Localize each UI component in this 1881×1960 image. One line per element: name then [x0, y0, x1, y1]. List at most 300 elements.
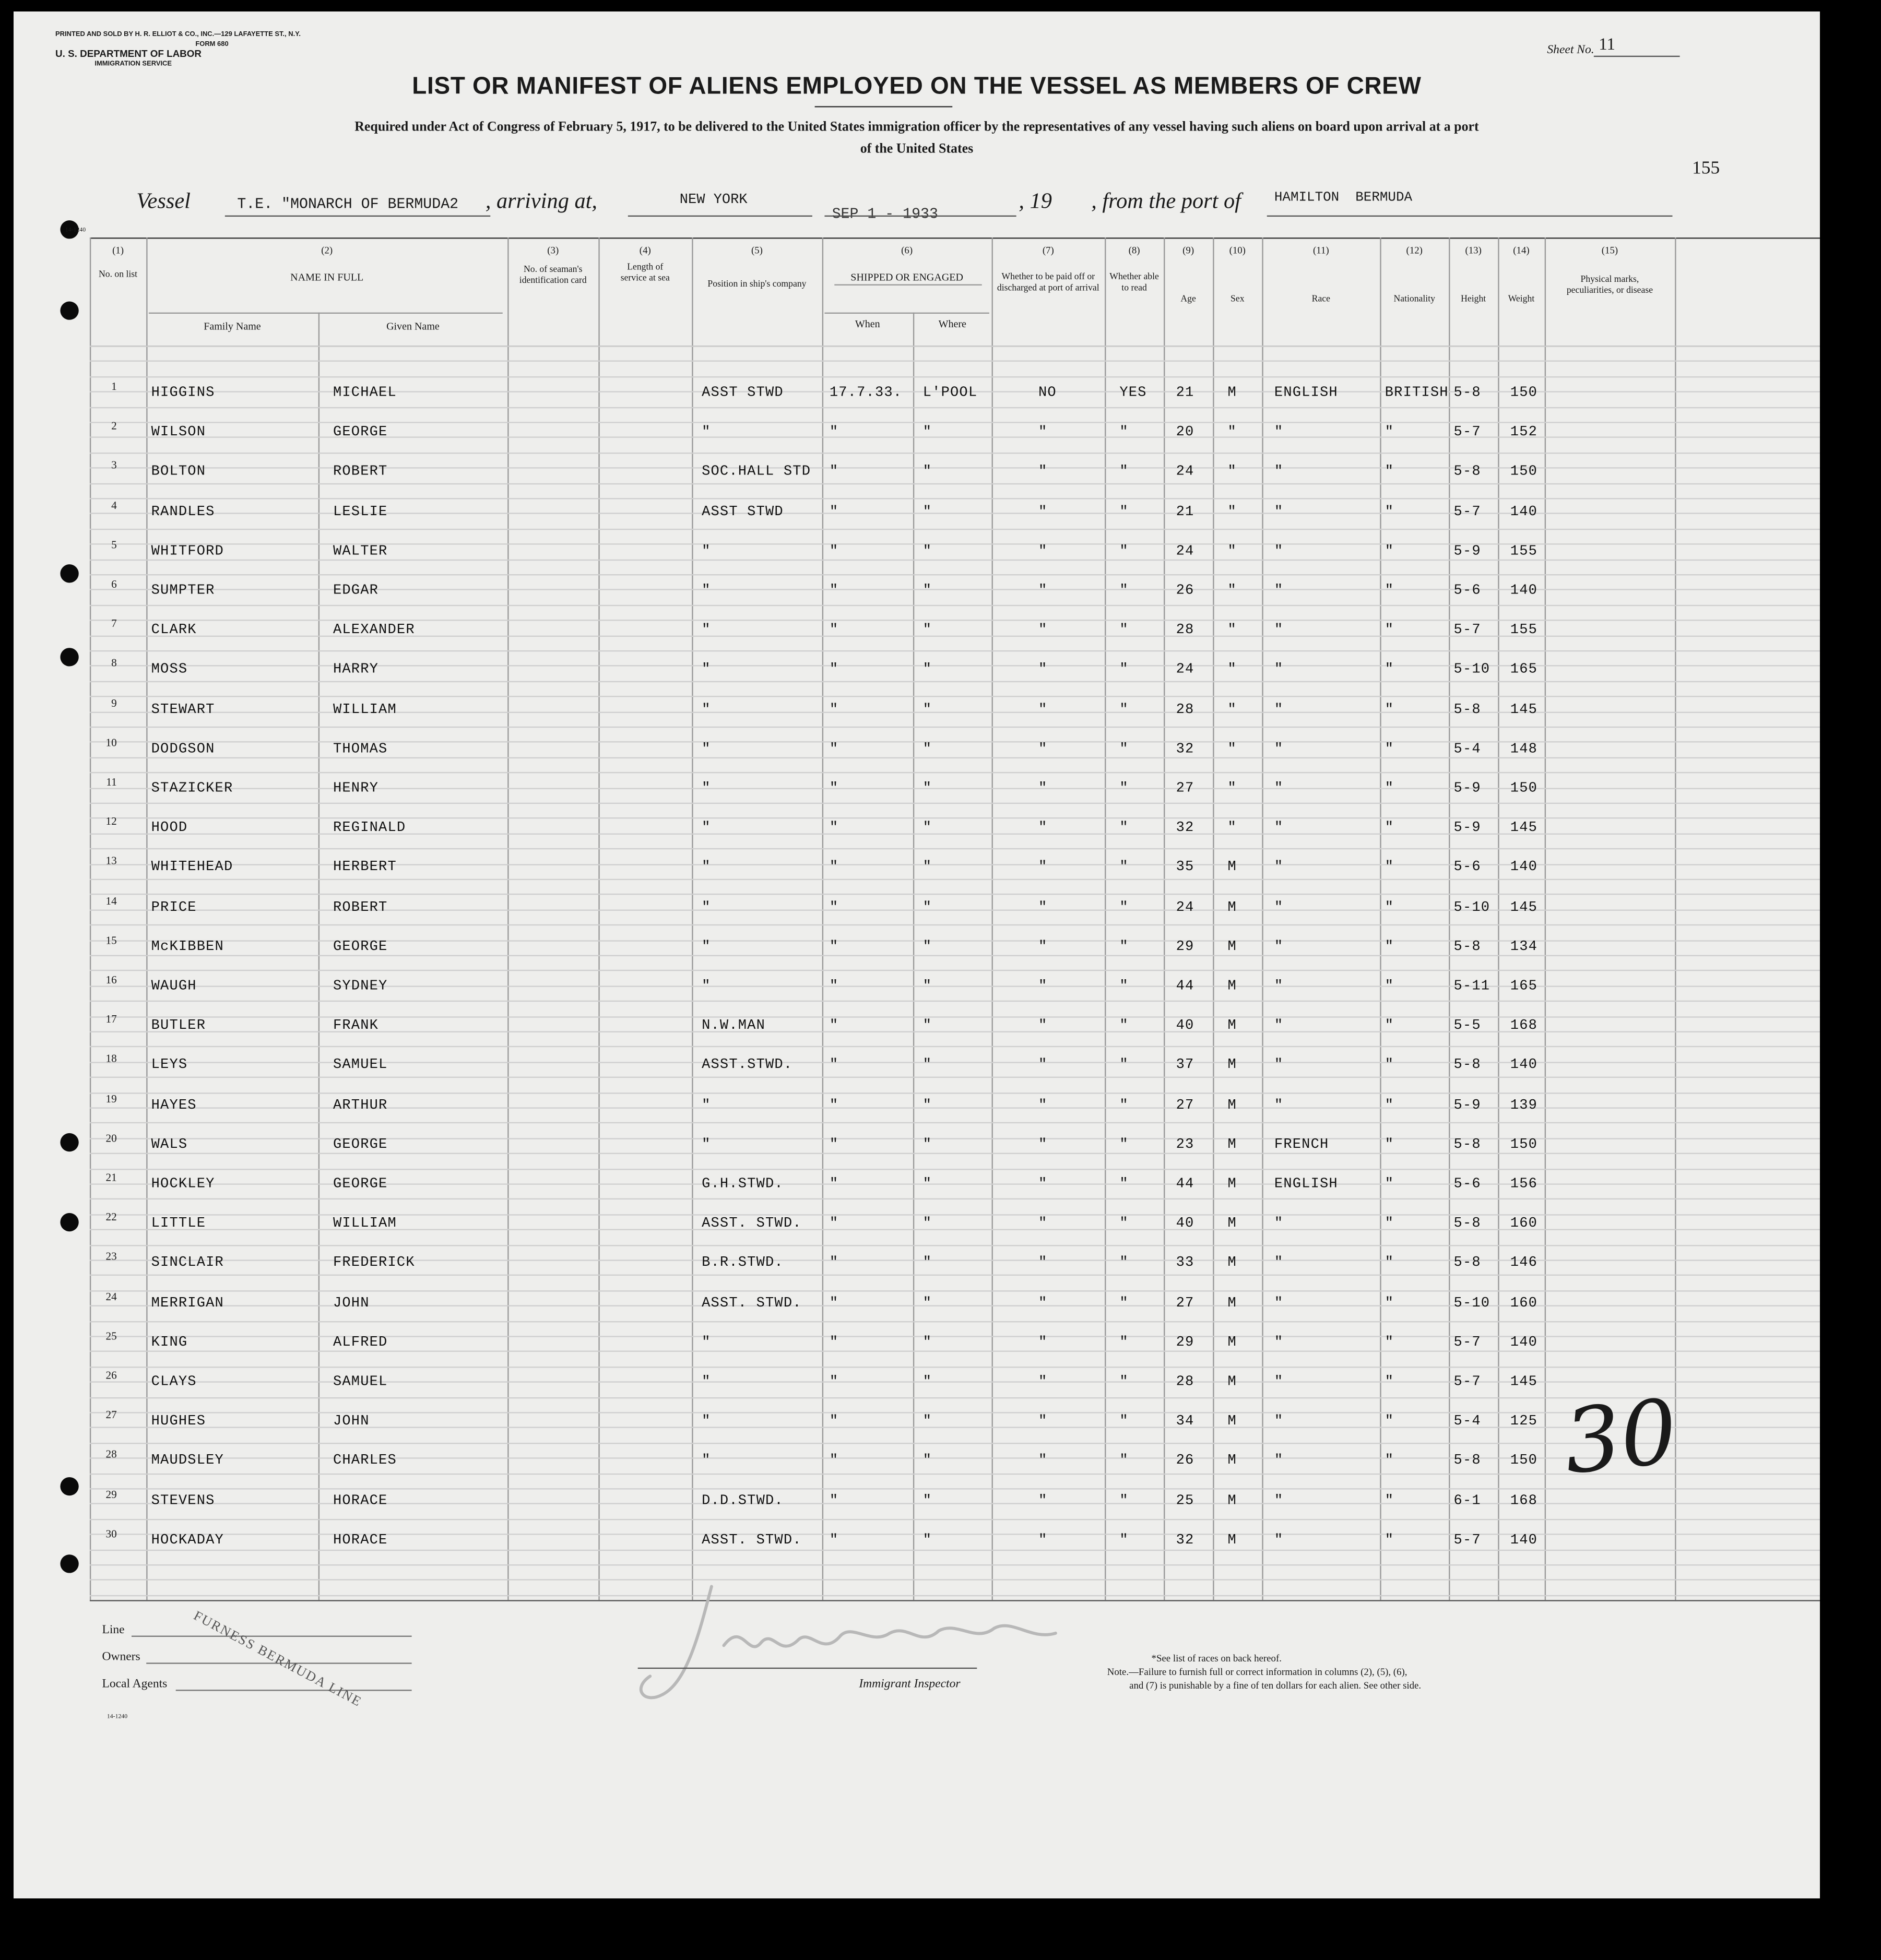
- position-cell: ": [702, 622, 711, 638]
- sex-cell: M: [1227, 939, 1237, 955]
- shipped-when-cell: 17.7.33.: [829, 385, 903, 401]
- race-cell: ": [1274, 1057, 1284, 1074]
- paid-off-cell: ": [1038, 939, 1048, 955]
- family-name-cell: HUGHES: [151, 1413, 206, 1430]
- race-cell: ": [1274, 1532, 1284, 1549]
- row-number: 23: [105, 1250, 117, 1263]
- family-name-cell: WHITFORD: [151, 543, 224, 560]
- shipped-when-cell: ": [829, 1057, 839, 1074]
- given-name-cell: FREDERICK: [333, 1255, 415, 1272]
- fine-note-cont: and (7) is punishable by a fine of ten dollars for each alien. See other side.: [1129, 1680, 1422, 1691]
- ruled-line: [90, 803, 1820, 804]
- paid-off-cell: ": [1038, 1334, 1048, 1351]
- printer-line: PRINTED AND SOLD BY H. R. ELLIOT & CO., INC.—129 LAFAYETTE ST., N.Y.: [55, 31, 301, 39]
- given-name-cell: THOMAS: [333, 741, 388, 757]
- able-to-read-cell: ": [1119, 820, 1129, 836]
- nationality-cell: ": [1385, 820, 1394, 836]
- age-cell: 27: [1176, 780, 1194, 797]
- position-cell: ASST.STWD.: [702, 1057, 793, 1074]
- given-name-cell: ROBERT: [333, 899, 388, 916]
- position-cell: ASST STWD: [702, 385, 784, 401]
- age-cell: 26: [1176, 1453, 1194, 1469]
- height-cell: 5-8: [1453, 1453, 1481, 1469]
- punch-hole: [60, 564, 78, 583]
- age-cell: 29: [1176, 939, 1194, 955]
- shipped-when-cell: ": [829, 1294, 839, 1311]
- punch-hole: [60, 1213, 78, 1231]
- col-head-race: Race: [1311, 292, 1330, 304]
- ruled-line: [90, 1244, 1820, 1245]
- given-name-cell: LESLIE: [333, 503, 388, 520]
- height-cell: 5-7: [1453, 622, 1481, 638]
- service-label: IMMIGRATION SERVICE: [94, 61, 172, 68]
- paid-off-cell: ": [1038, 543, 1048, 560]
- nationality-cell: ": [1385, 1492, 1394, 1509]
- age-cell: 26: [1176, 583, 1194, 599]
- sex-cell: M: [1227, 1334, 1237, 1351]
- nationality-cell: ": [1385, 1057, 1394, 1074]
- row-number: 18: [105, 1052, 117, 1065]
- family-name-cell: WILSON: [151, 424, 206, 441]
- given-name-cell: HORACE: [333, 1532, 388, 1549]
- position-cell: ": [702, 780, 711, 797]
- weight-cell: 165: [1510, 662, 1538, 678]
- weight-cell: 145: [1510, 899, 1538, 916]
- position-cell: ": [702, 543, 711, 560]
- row-number: 15: [105, 934, 117, 946]
- col-head-paid-off: Whether to be paid off or discharged at port of arrival: [997, 270, 1099, 292]
- shipped-where-cell: ": [922, 1374, 932, 1390]
- age-cell: 27: [1176, 1294, 1194, 1311]
- row-number: 21: [105, 1171, 117, 1184]
- able-to-read-cell: ": [1119, 939, 1129, 955]
- col-num-8: (8): [1128, 245, 1140, 256]
- able-to-read-cell: ": [1119, 1492, 1129, 1509]
- sex-cell: ": [1227, 424, 1237, 441]
- punch-hole: [60, 1554, 78, 1573]
- race-cell: ": [1274, 859, 1284, 876]
- row-number: 22: [105, 1210, 117, 1223]
- shipped-when-cell: ": [829, 1413, 839, 1430]
- shipped-when-cell: ": [829, 1334, 839, 1351]
- weight-cell: 140: [1510, 503, 1538, 520]
- paid-off-cell: ": [1038, 1374, 1048, 1390]
- height-cell: 5-7: [1453, 1374, 1481, 1390]
- shipped-when-cell: ": [829, 583, 839, 599]
- race-cell: ": [1274, 701, 1284, 718]
- ruled-line: [90, 1092, 1820, 1093]
- nationality-cell: ": [1385, 859, 1394, 876]
- ruled-line: [90, 346, 1820, 347]
- nationality-cell: ": [1385, 1136, 1394, 1153]
- ruled-line: [90, 924, 1820, 925]
- fine-note: Note.—Failure to furnish full or correct information in columns (2), (5), (6),: [1107, 1666, 1407, 1678]
- sex-cell: ": [1227, 583, 1237, 599]
- ruled-line: [90, 1275, 1820, 1276]
- ruled-line: [90, 970, 1820, 971]
- age-cell: 27: [1176, 1097, 1194, 1113]
- race-cell: ": [1274, 1216, 1284, 1232]
- sheet-number: 11: [1599, 36, 1616, 55]
- row-number: 17: [105, 1013, 117, 1026]
- weight-cell: 150: [1510, 1136, 1538, 1153]
- height-cell: 5-8: [1453, 701, 1481, 718]
- ruled-line: [90, 1321, 1820, 1322]
- race-cell: ": [1274, 1374, 1284, 1390]
- position-cell: ": [702, 1374, 711, 1390]
- position-cell: B.R.STWD.: [702, 1255, 784, 1272]
- shipped-where-cell: ": [922, 899, 932, 916]
- able-to-read-cell: ": [1119, 1097, 1129, 1113]
- age-cell: 29: [1176, 1334, 1194, 1351]
- height-cell: 5-8: [1453, 464, 1481, 480]
- weight-cell: 145: [1510, 1374, 1538, 1390]
- shipped-where-cell: ": [922, 464, 932, 480]
- col-head-sex: Sex: [1231, 292, 1245, 304]
- race-cell: FRENCH: [1274, 1136, 1329, 1153]
- race-cell: ": [1274, 899, 1284, 916]
- family-name-cell: HOCKLEY: [151, 1176, 215, 1192]
- ruled-line: [90, 955, 1820, 956]
- shipped-when-cell: ": [829, 1216, 839, 1232]
- weight-cell: 125: [1510, 1413, 1538, 1430]
- nationality-cell: ": [1385, 741, 1394, 757]
- able-to-read-cell: ": [1119, 741, 1129, 757]
- weight-cell: 156: [1510, 1176, 1538, 1192]
- age-cell: 44: [1176, 1176, 1194, 1192]
- row-number: 4: [111, 498, 117, 511]
- shipped-when-cell: ": [829, 464, 839, 480]
- row-number: 12: [105, 815, 117, 828]
- weight-cell: 165: [1510, 978, 1538, 994]
- from-port: HAMILTON BERMUDA: [1274, 191, 1413, 206]
- row-number: 30: [105, 1527, 117, 1540]
- given-name-cell: WILLIAM: [333, 1216, 397, 1232]
- height-cell: 5-8: [1453, 1136, 1481, 1153]
- height-cell: 5-9: [1453, 820, 1481, 836]
- shipped-when-cell: ": [829, 1136, 839, 1153]
- ruled-line: [90, 1473, 1820, 1474]
- ruled-line: [90, 1016, 1820, 1017]
- nationality-cell: ": [1385, 899, 1394, 916]
- ruled-line: [90, 1488, 1820, 1489]
- shipped-when-cell: ": [829, 899, 839, 916]
- height-cell: 5-8: [1453, 385, 1481, 401]
- sex-cell: ": [1227, 820, 1237, 836]
- ruled-line: [90, 894, 1820, 895]
- col-head-position: Position in ship's company: [707, 278, 807, 289]
- able-to-read-cell: ": [1119, 424, 1129, 441]
- ruled-line: [90, 650, 1820, 651]
- weight-cell: 168: [1510, 1492, 1538, 1509]
- row-number: 20: [105, 1132, 117, 1144]
- position-cell: ": [702, 701, 711, 718]
- height-cell: 5-5: [1453, 1018, 1481, 1034]
- sex-cell: M: [1227, 899, 1237, 916]
- document-subtitle-cont: of the United States: [860, 141, 974, 157]
- paid-off-cell: ": [1038, 1176, 1048, 1192]
- given-name-cell: WILLIAM: [333, 701, 397, 718]
- sex-cell: M: [1227, 1018, 1237, 1034]
- ruled-line: [90, 681, 1820, 682]
- ruled-line: [90, 848, 1820, 849]
- row-number: 24: [105, 1290, 117, 1302]
- paid-off-cell: ": [1038, 701, 1048, 718]
- height-cell: 5-8: [1453, 1255, 1481, 1272]
- col-num-13: (13): [1465, 245, 1482, 256]
- able-to-read-cell: ": [1119, 1374, 1129, 1390]
- given-name-cell: GEORGE: [333, 1136, 388, 1153]
- shipped-when-cell: ": [829, 1453, 839, 1469]
- col-num-4: (4): [639, 245, 651, 256]
- owners-label: Owners: [102, 1650, 140, 1664]
- shipped-when-cell: ": [829, 939, 839, 955]
- shipped-when-cell: ": [829, 978, 839, 994]
- shipped-where-cell: ": [922, 1097, 932, 1113]
- row-number: 13: [105, 854, 117, 868]
- shipped-where-cell: ": [922, 1453, 932, 1469]
- nationality-cell: ": [1385, 464, 1394, 480]
- given-name-cell: GEORGE: [333, 939, 388, 955]
- ruled-line: [90, 879, 1820, 880]
- weight-cell: 140: [1510, 583, 1538, 599]
- ruled-line: [90, 772, 1820, 773]
- ruled-line: [90, 1077, 1820, 1078]
- weight-cell: 146: [1510, 1255, 1538, 1272]
- paid-off-cell: ": [1038, 1216, 1048, 1232]
- paid-off-cell: ": [1038, 662, 1048, 678]
- sex-cell: ": [1227, 622, 1237, 638]
- able-to-read-cell: ": [1119, 1136, 1129, 1153]
- family-name-cell: PRICE: [151, 899, 197, 916]
- age-cell: 24: [1176, 543, 1194, 560]
- age-cell: 37: [1176, 1057, 1194, 1074]
- paid-off-cell: ": [1038, 583, 1048, 599]
- weight-cell: 160: [1510, 1216, 1538, 1232]
- family-name-cell: CLAYS: [151, 1374, 197, 1390]
- given-name-cell: HENRY: [333, 780, 379, 797]
- col-num-14: (14): [1513, 245, 1530, 256]
- ruled-line: [90, 1564, 1820, 1565]
- sex-cell: M: [1227, 1294, 1237, 1311]
- from-port-label: , from the port of: [1091, 188, 1241, 213]
- ruled-line: [90, 1123, 1820, 1124]
- department-label: U. S. DEPARTMENT OF LABOR: [55, 48, 202, 60]
- height-cell: 5-10: [1453, 1294, 1490, 1311]
- family-name-cell: RANDLES: [151, 503, 215, 520]
- age-cell: 21: [1176, 503, 1194, 520]
- family-name-cell: WALS: [151, 1136, 188, 1153]
- given-name-cell: FRANK: [333, 1018, 379, 1034]
- weight-cell: 160: [1510, 1294, 1538, 1311]
- age-cell: 32: [1176, 1532, 1194, 1549]
- given-name-cell: ALFRED: [333, 1334, 388, 1351]
- paid-off-cell: ": [1038, 741, 1048, 757]
- shipped-when-cell: ": [829, 424, 839, 441]
- given-name-cell: SAMUEL: [333, 1057, 388, 1074]
- given-name-cell: SYDNEY: [333, 978, 388, 994]
- sex-cell: ": [1227, 543, 1237, 560]
- weight-cell: 148: [1510, 741, 1538, 757]
- year-label: , 19: [1019, 188, 1052, 213]
- ruled-line: [90, 407, 1820, 408]
- ruled-line: [90, 453, 1820, 454]
- row-number: 2: [111, 419, 117, 432]
- able-to-read-cell: ": [1119, 503, 1129, 520]
- col-head-read: Whether able to read: [1109, 270, 1159, 292]
- vessel-label: Vessel: [136, 188, 191, 213]
- shipped-when-cell: ": [829, 820, 839, 836]
- family-name-cell: HIGGINS: [151, 385, 215, 401]
- height-cell: 5-10: [1453, 899, 1490, 916]
- shipped-where-cell: ": [922, 1176, 932, 1192]
- paid-off-cell: ": [1038, 622, 1048, 638]
- position-cell: ": [702, 859, 711, 876]
- row-number: 14: [105, 894, 117, 907]
- nationality-cell: ": [1385, 1413, 1394, 1430]
- weight-cell: 150: [1510, 1453, 1538, 1469]
- sex-cell: ": [1227, 741, 1237, 757]
- family-name-cell: WHITEHEAD: [151, 859, 233, 876]
- age-cell: 28: [1176, 622, 1194, 638]
- nationality-cell: ": [1385, 939, 1394, 955]
- paid-off-cell: ": [1038, 820, 1048, 836]
- col-head-height: Height: [1461, 292, 1486, 304]
- sex-cell: ": [1227, 464, 1237, 480]
- sex-cell: M: [1227, 1176, 1237, 1192]
- position-cell: ": [702, 662, 711, 678]
- col-head-id-card: No. of seaman's identification card: [519, 263, 587, 285]
- height-cell: 5-7: [1453, 1532, 1481, 1549]
- height-cell: 5-7: [1453, 1334, 1481, 1351]
- family-name-cell: DODGSON: [151, 741, 215, 757]
- row-number: 9: [111, 696, 117, 709]
- shipped-where-cell: ": [922, 543, 932, 560]
- col-head-shipped: SHIPPED OR ENGAGED: [850, 270, 963, 283]
- given-name-cell: ALEXANDER: [333, 622, 415, 638]
- position-cell: ": [702, 741, 711, 757]
- given-name-cell: HARRY: [333, 662, 379, 678]
- punch-hole: [60, 1133, 78, 1151]
- weight-cell: 140: [1510, 859, 1538, 876]
- shipped-where-cell: ": [922, 859, 932, 876]
- manifest-sheet: [14, 11, 1820, 1898]
- paid-off-cell: ": [1038, 1136, 1048, 1153]
- ruled-line: [90, 498, 1820, 499]
- handwritten-tally: 30: [1559, 1379, 1682, 1494]
- col-num-3: (3): [547, 245, 559, 256]
- document-subtitle: Required under Act of Congress of February 5, 1917, to be delivered to the United States immigration officer by the representatives of any vessel having such aliens on board upon arrival at a port: [354, 120, 1479, 135]
- given-name-cell: HERBERT: [333, 859, 397, 876]
- nationality-cell: ": [1385, 1374, 1394, 1390]
- col-head-family-name: Family Name: [204, 319, 261, 332]
- race-cell: ": [1274, 939, 1284, 955]
- nationality-cell: ": [1385, 543, 1394, 560]
- weight-cell: 134: [1510, 939, 1538, 955]
- ruled-line: [90, 483, 1820, 484]
- height-cell: 5-4: [1453, 741, 1481, 757]
- nationality-cell: ": [1385, 978, 1394, 994]
- col-num-10: (10): [1229, 245, 1246, 256]
- age-cell: 23: [1176, 1136, 1194, 1153]
- age-cell: 34: [1176, 1413, 1194, 1430]
- company-stamp: FURNESS BERMUDA LINE: [191, 1608, 364, 1710]
- punch-hole: [60, 301, 78, 319]
- ruled-line: [90, 376, 1820, 377]
- nationality-cell: ": [1385, 1176, 1394, 1192]
- paid-off-cell: ": [1038, 859, 1048, 876]
- position-cell: ": [702, 1136, 711, 1153]
- sex-cell: M: [1227, 1492, 1237, 1509]
- nationality-cell: ": [1385, 583, 1394, 599]
- able-to-read-cell: ": [1119, 701, 1129, 718]
- col-num-11: (11): [1313, 245, 1329, 256]
- ruled-line: [90, 1549, 1820, 1550]
- height-cell: 5-6: [1453, 859, 1481, 876]
- shipped-where-cell: ": [922, 1334, 932, 1351]
- manifest-page: [14, 11, 1820, 1898]
- position-cell: ": [702, 939, 711, 955]
- race-cell: ENGLISH: [1274, 1176, 1338, 1192]
- position-cell: ASST. STWD.: [702, 1294, 802, 1311]
- age-cell: 44: [1176, 978, 1194, 994]
- able-to-read-cell: ": [1119, 1216, 1129, 1232]
- height-cell: 5-4: [1453, 1413, 1481, 1430]
- family-name-cell: MOSS: [151, 662, 188, 678]
- position-cell: ": [702, 1334, 711, 1351]
- shipped-where-cell: ": [922, 1216, 932, 1232]
- sex-cell: M: [1227, 385, 1237, 401]
- age-cell: 24: [1176, 464, 1194, 480]
- row-number: 6: [111, 578, 117, 590]
- vessel-name: T.E. "MONARCH OF BERMUDA2: [237, 196, 459, 213]
- weight-cell: 140: [1510, 1334, 1538, 1351]
- family-name-cell: LEYS: [151, 1057, 188, 1074]
- able-to-read-cell: ": [1119, 859, 1129, 876]
- shipped-where-cell: ": [922, 939, 932, 955]
- race-cell: ": [1274, 543, 1284, 560]
- paid-off-cell: ": [1038, 1294, 1048, 1311]
- race-cell: ": [1274, 1413, 1284, 1430]
- nationality-cell: ": [1385, 1097, 1394, 1113]
- row-number: 29: [105, 1488, 117, 1500]
- height-cell: 5-9: [1453, 1097, 1481, 1113]
- paid-off-cell: ": [1038, 1492, 1048, 1509]
- paid-off-cell: ": [1038, 1097, 1048, 1113]
- paid-off-cell: ": [1038, 1255, 1048, 1272]
- ruled-line: [90, 757, 1820, 758]
- form-number: FORM 680: [195, 41, 229, 49]
- sex-cell: M: [1227, 859, 1237, 876]
- row-number: 5: [111, 538, 117, 551]
- shipped-when-cell: ": [829, 780, 839, 797]
- able-to-read-cell: ": [1119, 1532, 1129, 1549]
- ruled-line: [90, 818, 1820, 819]
- shipped-when-cell: ": [829, 662, 839, 678]
- family-name-cell: WAUGH: [151, 978, 197, 994]
- age-cell: 40: [1176, 1018, 1194, 1034]
- col-num-12: (12): [1406, 245, 1423, 256]
- sex-cell: M: [1227, 1057, 1237, 1074]
- race-cell: ": [1274, 1255, 1284, 1272]
- age-cell: 33: [1176, 1255, 1194, 1272]
- position-cell: ": [702, 978, 711, 994]
- position-cell: ASST. STWD.: [702, 1532, 802, 1549]
- weight-cell: 140: [1510, 1057, 1538, 1074]
- sex-cell: M: [1227, 1097, 1237, 1113]
- shipped-when-cell: ": [829, 1176, 839, 1192]
- height-cell: 6-1: [1453, 1492, 1481, 1509]
